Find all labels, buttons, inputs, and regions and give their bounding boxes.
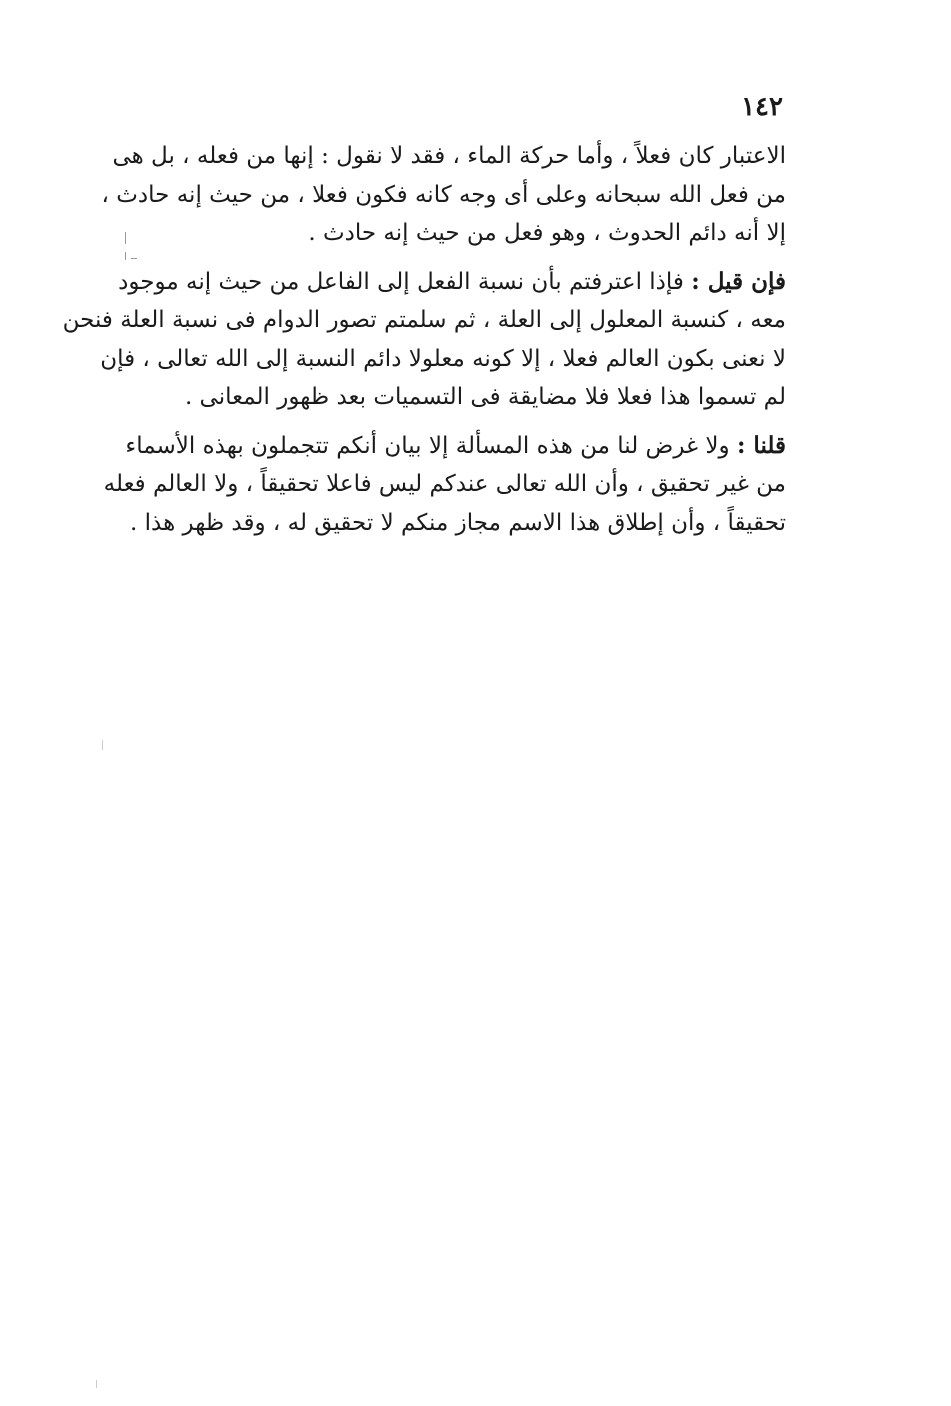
- scan-artifact: [131, 258, 137, 259]
- text-line: معه ، كنسبة المعلول إلى العلة ، ثم سلمتم تصور الدوام فى نسبة العلة فنحن: [62, 307, 786, 333]
- text-line-content: ولا غرض لنا من هذه المسألة إلا بيان أنكم تتجملون بهذه الأسماء: [125, 432, 730, 459]
- scan-artifact: [96, 1380, 97, 1388]
- text-line: [118, 263, 786, 302]
- scan-artifact: [125, 232, 126, 244]
- page-number: ١٤٢: [741, 92, 783, 122]
- text-line-content: فإذا اعترفتم بأن نسبة الفعل إلى الفاعل من حيث إنه موجود: [118, 268, 684, 295]
- text-line: تحقيقاً ، وأن إطلاق هذا الاسم مجاز منكم لا تحقيق له ، وقد ظهر هذا .: [130, 509, 786, 536]
- text-line: إلا أنه دائم الحدوث ، وهو فعل من حيث إنه حادث .: [308, 220, 786, 246]
- text-line: الاعتبار كان فعلاً ، وأما حركة الماء ، فقد لا نقول : إنها من فعله ، بل هى: [112, 143, 786, 169]
- paragraph-2: [62, 263, 786, 417]
- paragraph-1: [101, 137, 786, 253]
- scan-artifact: [125, 252, 126, 260]
- text-line: [125, 427, 786, 466]
- paragraph-lead: قلنا :: [736, 431, 786, 459]
- paragraph-3: [103, 427, 786, 543]
- text-line: من غير تحقيق ، وأن الله تعالى عندكم ليس فاعلا تحقيقاً ، ولا العالم فعله: [103, 471, 786, 497]
- text-line: من فعل الله سبحانه وعلى أى وجه كانه فكون فعلا ، من حيث إنه حادث ،: [101, 181, 786, 208]
- text-line: لم تسموا هذا فعلا فلا مضايقة فى التسميات بعد ظهور المعانى .: [184, 384, 786, 410]
- scan-artifact: [102, 740, 103, 750]
- paragraph-lead: فإن قيل :: [691, 267, 786, 295]
- body-text: [62, 137, 786, 552]
- text-line: لا نعنى بكون العالم فعلا ، إلا كونه معلولا دائم النسبة إلى الله تعالى ، فإن: [100, 345, 786, 372]
